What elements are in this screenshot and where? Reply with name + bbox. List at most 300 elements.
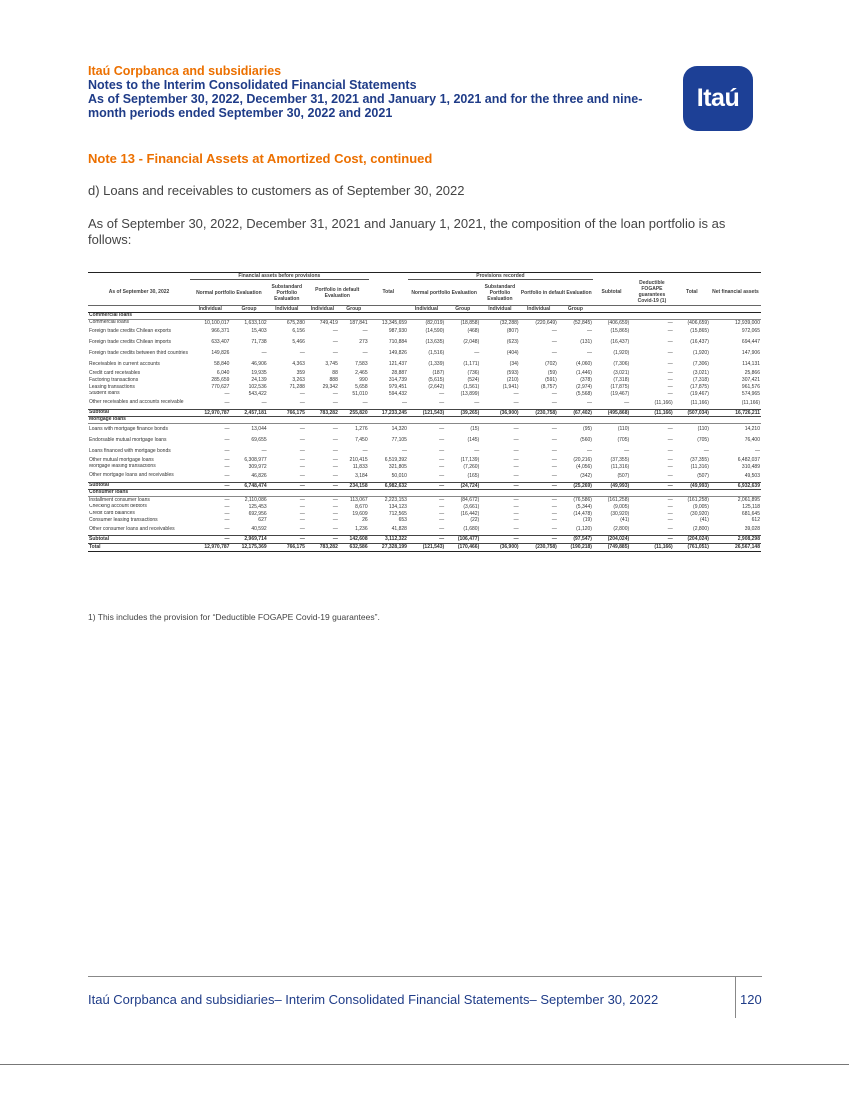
sub-group: Group	[339, 306, 369, 313]
cell-value: —	[299, 390, 305, 397]
cell-value: (761,051)	[674, 543, 710, 551]
cell-value: (560)	[580, 437, 592, 444]
cell-value: —	[224, 517, 230, 524]
col-prov-substandard: Substandard Portfolio Evaluation	[484, 283, 516, 302]
cell-value: —	[224, 526, 230, 533]
page-bottom-rule	[0, 1064, 849, 1065]
cell-value: (2,800)	[693, 526, 709, 533]
cell-value: (524)	[467, 377, 480, 384]
cell-value: (507,034)	[674, 409, 710, 417]
cell-value: 50,010	[391, 472, 407, 479]
cell-value: 987,930	[388, 328, 407, 335]
cell-value: —	[513, 463, 519, 470]
cell-value: 7,450	[355, 437, 368, 444]
row-label: Consumer loans	[88, 490, 761, 497]
col-net: Net financial assets	[712, 289, 759, 296]
cell-value: (230,758)	[520, 409, 558, 417]
cell-value: (468)	[467, 328, 480, 335]
cell-value: (59)	[547, 370, 557, 377]
cell-value: —	[299, 448, 305, 455]
table-row	[88, 496, 761, 503]
cell-value: —	[401, 399, 407, 406]
cell-value: —	[667, 377, 673, 384]
cell-value: 125,118	[742, 503, 760, 510]
cell-value: (11,316)	[690, 463, 709, 470]
cell-value: 783,282	[306, 543, 339, 551]
footnote: 1) This includes the provision for “Deductible FOGAPE Covid-19 guarantees”.	[88, 612, 380, 622]
cell-value: (7,318)	[693, 377, 709, 384]
cell-value: —	[332, 390, 338, 397]
cell-value: —	[630, 536, 674, 544]
cell-value: (2,800)	[613, 526, 630, 533]
cell-value: (49,993)	[674, 482, 710, 490]
cell-value: 71,288	[289, 383, 305, 390]
cell-value: (76,586)	[573, 496, 592, 503]
cell-value: (15)	[470, 426, 480, 433]
cell-value: 309,972	[248, 463, 267, 470]
cell-value: 314,739	[388, 377, 407, 384]
cell-value: (8,757)	[540, 383, 557, 390]
cell-value: —	[224, 390, 230, 397]
cell-value: (17,875)	[690, 383, 709, 390]
cell-value: 12,970,787	[190, 409, 230, 417]
cell-value: —	[224, 448, 230, 455]
cell-value: 28,887	[391, 370, 407, 377]
cell-value: (1,561)	[463, 383, 480, 390]
cell-value: —	[551, 510, 557, 517]
cell-value: —	[190, 482, 230, 490]
cell-value: (161,258)	[687, 496, 709, 503]
cell-value: 2,969,714	[230, 536, 267, 544]
cell-value: 627	[258, 517, 267, 524]
cell-value: —	[624, 399, 630, 406]
cell-value: 712,565	[388, 510, 407, 517]
table-row	[88, 457, 761, 464]
row-label: Subtotal	[88, 482, 190, 490]
cell-value: 961,576	[741, 383, 760, 390]
cell-value: 6,982,632	[369, 482, 408, 490]
cell-value: 321,805	[388, 463, 407, 470]
cell-value: (30,920)	[690, 510, 709, 517]
cell-value: 14,210	[744, 426, 760, 433]
cell-value: (30,920)	[610, 510, 630, 517]
cell-value: —	[332, 503, 338, 510]
cell-value: (2,974)	[576, 383, 592, 390]
cell-value: —	[624, 448, 630, 455]
cell-value: (495,868)	[593, 409, 630, 417]
cell-value: 966,371	[211, 328, 230, 335]
row-label: Total	[88, 543, 190, 551]
cell-value: (110)	[697, 426, 709, 433]
col-prov-normal: Normal portfolio Evaluation	[411, 289, 477, 296]
cell-value: —	[299, 496, 305, 503]
row-label: Loans financed with mortgage bonds	[89, 447, 171, 454]
cell-value: 2,061,895	[737, 496, 760, 503]
cell-value: (22)	[470, 517, 480, 524]
cell-value: —	[755, 448, 760, 455]
cell-value: (34)	[509, 361, 519, 368]
cell-value: —	[299, 463, 305, 470]
cell-value: 16,726,211	[710, 409, 761, 417]
cell-value: (49,993)	[593, 482, 630, 490]
cell-value: (110)	[617, 426, 630, 433]
col-total: Total	[382, 289, 395, 296]
cell-value: —	[224, 463, 230, 470]
itau-logo	[683, 66, 753, 131]
col-prov-total: Total	[686, 289, 698, 296]
cell-value: —	[224, 456, 230, 463]
cell-value: —	[439, 399, 445, 406]
cell-value: —	[401, 448, 407, 455]
cell-value: —	[332, 496, 338, 503]
cell-value: —	[408, 482, 445, 490]
cell-value: 77,105	[391, 437, 407, 444]
cell-value: (807)	[506, 328, 519, 335]
cell-value: —	[667, 526, 673, 533]
cell-value: —	[551, 456, 557, 463]
cell-value: 2,223,153	[384, 496, 407, 503]
table-row	[88, 504, 761, 511]
cell-value: —	[513, 399, 519, 406]
cell-value: —	[551, 472, 557, 479]
cell-value: 12,939,000	[734, 319, 760, 326]
cell-value: —	[667, 448, 673, 455]
section-row	[88, 417, 761, 424]
cell-value: —	[332, 510, 338, 517]
cell-value: (106,477)	[445, 536, 480, 544]
cell-value: (7,306)	[693, 361, 709, 368]
note-title: Note 13 - Financial Assets at Amortized Cost, continued	[88, 151, 433, 166]
cell-value: —	[299, 503, 305, 510]
cell-value: 766,175	[268, 409, 306, 417]
cell-value: 710,884	[388, 339, 407, 346]
col-default: Portfolio in default Evaluation	[315, 286, 360, 299]
intro-paragraph: As of September 30, 2022, December 31, 2021 and January 1, 2021, the composition of the loan portfolio is as follows:	[88, 216, 726, 247]
cell-value: 694,447	[741, 339, 760, 346]
row-label: Endorsable mutual mortgage loans	[89, 436, 167, 443]
cell-value: (82,019)	[425, 319, 445, 326]
row-label: Leasing transactions	[89, 383, 135, 390]
cell-value: (121,543)	[408, 409, 445, 417]
page-number: 120	[740, 992, 762, 1007]
header-line-1: Notes to the Interim Consolidated Financial Statements	[88, 78, 417, 92]
cell-value: (591)	[545, 377, 557, 384]
cell-value: —	[332, 448, 338, 455]
cell-value: —	[667, 328, 673, 335]
cell-value: —	[224, 503, 230, 510]
cell-value: 6,932,639	[710, 482, 761, 490]
cell-value: —	[268, 482, 306, 490]
cell-value: 653	[398, 517, 407, 524]
cell-value: —	[513, 437, 519, 444]
cell-value: —	[551, 399, 557, 406]
cell-value: (14,478)	[573, 510, 592, 517]
table-row	[88, 511, 761, 518]
cell-value: —	[513, 526, 519, 533]
cell-value: —	[474, 350, 480, 357]
cell-value: —	[332, 456, 338, 463]
cell-value: —	[439, 426, 445, 433]
cell-value: (19)	[583, 517, 592, 524]
cell-value: 1,276	[355, 426, 368, 433]
cell-value: (18,858)	[460, 319, 480, 326]
subtotal-row	[88, 536, 761, 544]
cell-value: —	[306, 536, 339, 544]
cell-value: 5,658	[355, 383, 368, 390]
cell-value: 125,453	[248, 503, 267, 510]
cell-value: —	[439, 448, 445, 455]
cell-value: (220,649)	[535, 319, 557, 326]
cell-value: 273	[359, 339, 368, 346]
cell-value: 310,489	[741, 463, 760, 470]
cell-value: 1,236	[355, 526, 368, 533]
cell-value: (4,060)	[576, 361, 592, 368]
cell-value: —	[667, 426, 673, 433]
col-subtotal: Subtotal	[601, 289, 622, 296]
cell-value: —	[439, 463, 445, 470]
cell-value: (13,899)	[460, 390, 480, 397]
cell-value: (41)	[699, 517, 709, 524]
cell-value: 234,158	[339, 482, 369, 490]
row-label: Student loans	[89, 390, 120, 397]
sub-group: Group	[445, 306, 480, 313]
cell-value: 6,308,977	[244, 456, 267, 463]
cell-value: —	[299, 437, 305, 444]
cell-value: (9,005)	[693, 503, 709, 510]
cell-value: —	[667, 517, 673, 524]
cell-value: 46,826	[251, 472, 267, 479]
cell-value: —	[261, 350, 267, 357]
section-row	[88, 313, 761, 320]
cell-value: (14,590)	[425, 328, 445, 335]
row-label: Foreign trade credits between third countries	[89, 350, 188, 357]
cell-value: —	[586, 350, 592, 357]
group-provisions: Provisions recorded	[408, 273, 593, 280]
cell-value: 3,112,322	[369, 536, 408, 544]
cell-value: 972,065	[741, 328, 760, 335]
row-label: Other mutual mortgage loans	[89, 456, 154, 463]
cell-value: —	[551, 503, 557, 510]
row-label: Subtotal	[88, 409, 190, 417]
section-row	[88, 490, 761, 497]
company-name: Itaú Corpbanca and subsidiaries	[88, 64, 282, 78]
cell-value: —	[439, 517, 445, 524]
cell-value: 632,586	[339, 543, 369, 551]
cell-value: —	[268, 536, 306, 544]
cell-value: —	[439, 472, 445, 479]
cell-value: —	[299, 526, 305, 533]
cell-value: —	[520, 536, 558, 544]
header-line-2: As of September 30, 2022, December 31, 2021 and January 1, 2021 and for the three and nine-month periods ended September 30, 2022 and 2021	[88, 92, 643, 120]
cell-value: (41)	[620, 517, 630, 524]
cell-value: 114,131	[742, 361, 760, 368]
cell-value: —	[299, 350, 305, 357]
cell-value: 8,670	[355, 503, 368, 510]
cell-value: —	[439, 390, 445, 397]
cell-value: (5,615)	[428, 377, 445, 384]
cell-value: —	[332, 517, 338, 524]
cell-value: —	[551, 517, 557, 524]
row-label: Other mortgage loans and receivables	[89, 472, 174, 479]
cell-value: —	[224, 496, 230, 503]
cell-value: —	[551, 496, 557, 503]
cell-value: —	[306, 482, 339, 490]
loan-portfolio-table	[88, 272, 761, 552]
cell-value: 27,328,199	[369, 543, 408, 551]
cell-value: (736)	[467, 370, 480, 377]
sub-individual: Individual	[268, 306, 306, 313]
logo-text: Itaú	[696, 84, 740, 112]
cell-value: 3,745	[325, 361, 338, 368]
col-fogape: Deductible FOGAPE guarantees Covid-19 (1)	[637, 280, 667, 305]
cell-value: —	[551, 463, 557, 470]
footer-text: Itaú Corpbanca and subsidiaries– Interim Consolidated Financial Statements– September 30, 2022	[88, 992, 659, 1007]
col-prov-default: Portfolio in default Evaluation	[520, 289, 592, 296]
page-header	[88, 64, 668, 120]
cell-value: —	[630, 482, 674, 490]
cell-value: (16,442)	[460, 510, 480, 517]
cell-value: 359	[296, 370, 305, 377]
cell-value: (161,258)	[607, 496, 630, 503]
cell-value: (17,139)	[460, 456, 480, 463]
cell-value: 979,451	[388, 383, 407, 390]
cell-value: 10,100,017	[204, 319, 230, 326]
cell-value: (131)	[580, 339, 592, 346]
cell-value: (623)	[506, 339, 519, 346]
cell-value: (749,885)	[593, 543, 630, 551]
cell-value: —	[513, 510, 519, 517]
cell-value: —	[439, 510, 445, 517]
cell-value: —	[190, 536, 230, 544]
cell-value: —	[667, 390, 673, 397]
cell-value: 102,536	[248, 383, 267, 390]
cell-value: (1,446)	[576, 370, 592, 377]
table-body	[88, 313, 761, 552]
cell-value: 71,738	[251, 339, 267, 346]
row-label: Consumer leasing transactions	[89, 517, 158, 523]
cell-value: (97,547)	[558, 536, 593, 544]
cell-value: (11,166)	[630, 409, 674, 417]
sub-group: Group	[558, 306, 593, 313]
cell-value: (13,635)	[425, 339, 445, 346]
cell-value: —	[480, 536, 519, 544]
cell-value: 49,503	[744, 472, 760, 479]
cell-value: 12,175,369	[230, 543, 267, 551]
cell-value: 692,956	[248, 510, 267, 517]
cell-value: (1,920)	[693, 350, 709, 357]
footer-rule	[88, 976, 762, 977]
subtotal-row	[88, 482, 761, 490]
as-of-header: As of September 30, 2022	[108, 289, 170, 296]
cell-value: —	[513, 456, 519, 463]
cell-value: (39,265)	[445, 409, 480, 417]
table-row	[88, 377, 761, 384]
cell-value: (17,875)	[610, 383, 630, 390]
table-row	[88, 384, 761, 391]
cell-value: —	[513, 503, 519, 510]
cell-value: 2,457,181	[230, 409, 267, 417]
cell-value: —	[224, 472, 230, 479]
cell-value: —	[332, 437, 338, 444]
col-substandard: Substandard Portfolio Evaluation	[271, 283, 303, 302]
cell-value: 574,965	[741, 390, 760, 397]
cell-value: 121,437	[388, 361, 407, 368]
cell-value: (20,216)	[573, 456, 592, 463]
cell-value: 113,067	[349, 496, 368, 503]
cell-value: (404)	[506, 350, 519, 357]
cell-value: 88	[332, 370, 338, 377]
cell-value: (11,316)	[610, 463, 630, 470]
cell-value: —	[439, 503, 445, 510]
cell-value: (406,659)	[687, 319, 709, 326]
cell-value: —	[299, 399, 305, 406]
cell-value: 990	[359, 377, 368, 384]
table-row	[88, 435, 761, 446]
cell-value: —	[667, 350, 673, 357]
cell-value: —	[362, 448, 368, 455]
cell-value: —	[513, 496, 519, 503]
cell-value: —	[586, 448, 592, 455]
cell-value: —	[332, 328, 338, 335]
cell-value: 13,044	[251, 426, 267, 433]
cell-value: (145)	[467, 437, 480, 444]
cell-value: (11,166)	[690, 399, 709, 406]
section-subheading: d) Loans and receivables to customers as of September 30, 2022	[88, 183, 465, 198]
cell-value: 24,139	[251, 377, 267, 384]
cell-value: 14,320	[391, 426, 407, 433]
table-row	[88, 398, 761, 410]
cell-value: 6,748,474	[230, 482, 267, 490]
cell-value: 29,342	[322, 383, 338, 390]
cell-value: 6,156	[292, 328, 305, 335]
cell-value: (15,865)	[610, 328, 630, 335]
cell-value: (1,120)	[576, 526, 592, 533]
cell-value: —	[667, 339, 673, 346]
cell-value: 2,908,298	[710, 536, 761, 544]
cell-value: (406,659)	[607, 319, 630, 326]
cell-value: 4,363	[292, 361, 305, 368]
table-row	[88, 391, 761, 398]
cell-value: (5,344)	[576, 503, 592, 510]
cell-value: —	[332, 472, 338, 479]
cell-value: —	[474, 399, 480, 406]
cell-value: (204,024)	[593, 536, 630, 544]
cell-value: (378)	[580, 377, 592, 384]
cell-value: 19,935	[251, 370, 267, 377]
cell-value: (84,672)	[460, 496, 480, 503]
subtotal-row	[88, 409, 761, 417]
cell-value: (170,466)	[445, 543, 480, 551]
cell-value: —	[480, 482, 519, 490]
row-label: Credit card balances	[89, 510, 135, 517]
cell-value: (7,260)	[463, 463, 480, 470]
row-label: Mortgage loans	[88, 417, 761, 424]
row-label: Factoring transactions	[89, 377, 139, 383]
cell-value: —	[332, 339, 338, 346]
cell-value: —	[299, 472, 305, 479]
sub-individual: Individual	[306, 306, 339, 313]
total-row	[88, 543, 761, 551]
row-label: Subtotal	[88, 536, 190, 544]
cell-value: 3,263	[292, 377, 305, 384]
cell-value: —	[332, 526, 338, 533]
cell-value: (187)	[432, 370, 445, 377]
cell-value: (1,516)	[428, 350, 445, 357]
cell-value: —	[703, 448, 709, 455]
table-row	[88, 348, 761, 359]
cell-value: 13,345,659	[381, 319, 407, 326]
cell-value: (24,724)	[445, 482, 480, 490]
